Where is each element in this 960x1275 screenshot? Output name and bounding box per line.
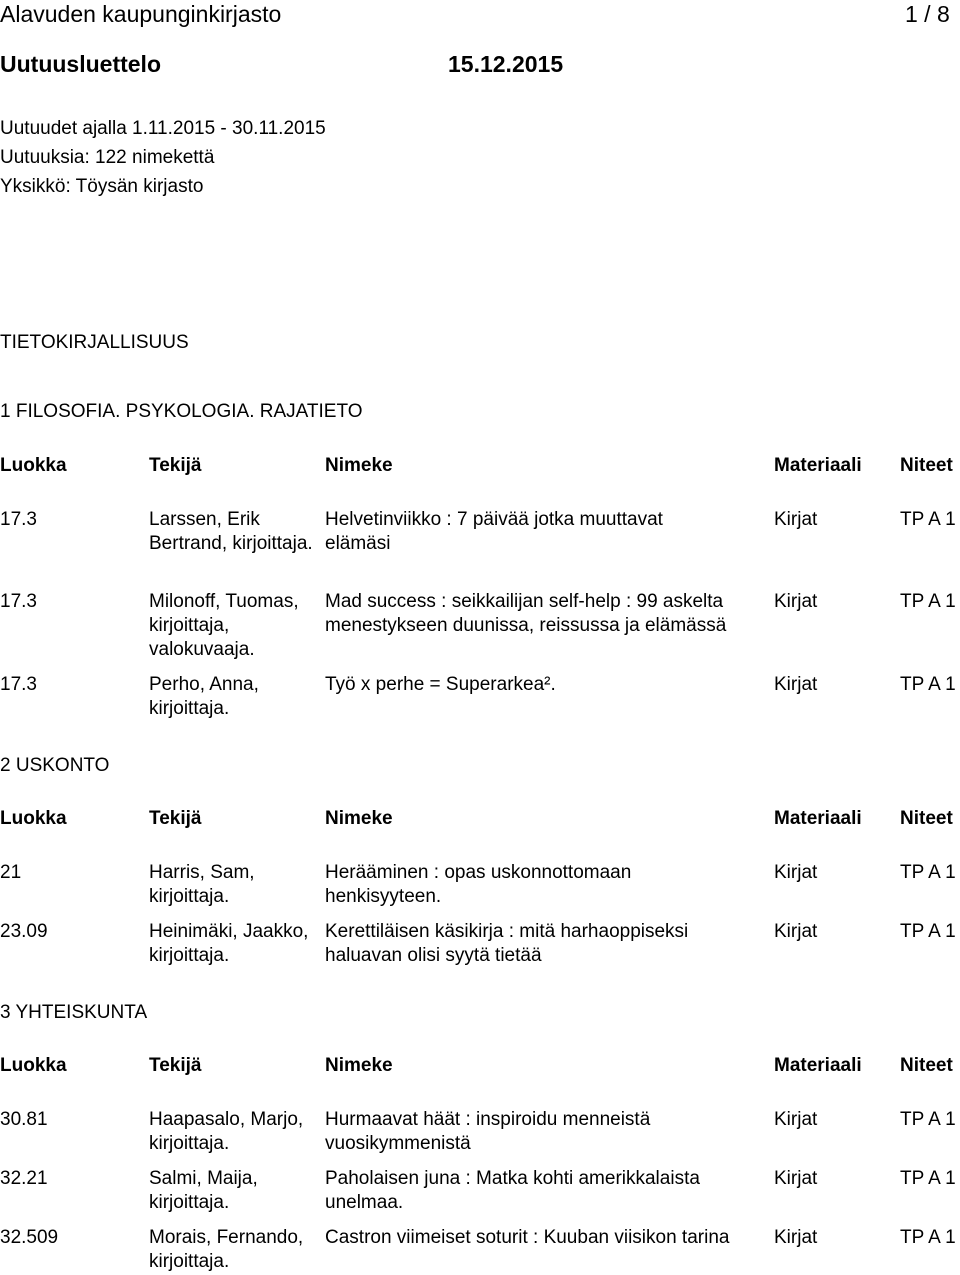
column-header-luokka: Luokka [0,808,67,829]
library-name: Alavuden kaupunginkirjasto [0,1,282,27]
cell-materiaali: Kirjat [774,1227,818,1248]
cell-luokka: 21 [0,862,22,883]
list-date: 15.12.2015 [448,51,564,77]
cell-luokka: 17.3 [0,509,37,530]
cell-materiaali: Kirjat [774,862,818,883]
cell-luokka: 23.09 [0,921,48,942]
cell-niteet: TP A 1 [900,921,956,942]
cell-niteet: TP A 1 [900,1227,956,1248]
cell-niteet: TP A 1 [900,1109,956,1130]
cell-nimeke: Mad success : seikkailijan self-help : 99 askelta menestykseen duunissa, reissussa ja elämässä [325,591,727,636]
column-header-niteet: Niteet [900,808,953,829]
column-header-materiaali: Materiaali [774,808,862,829]
cell-materiaali: Kirjat [774,1168,818,1189]
cell-materiaali: Kirjat [774,591,818,612]
cell-niteet: TP A 1 [900,674,956,695]
section-title: 1 FILOSOFIA. PSYKOLOGIA. RAJATIETO [0,401,363,422]
cell-luokka: 32.21 [0,1168,48,1189]
cell-nimeke: Työ x perhe = Superarkea². [325,674,556,695]
cell-nimeke: Paholaisen juna : Matka kohti amerikkalaista unelmaa. [325,1168,700,1213]
list-title: Uutuusluettelo [0,51,161,77]
cell-materiaali: Kirjat [774,509,818,530]
cell-tekija: Haapasalo, Marjo, kirjoittaja. [149,1109,304,1154]
column-header-nimeke: Nimeke [325,1055,393,1076]
cell-niteet: TP A 1 [900,862,956,883]
cell-materiaali: Kirjat [774,1109,818,1130]
section-title: 2 USKONTO [0,755,110,776]
column-header-luokka: Luokka [0,455,67,476]
column-header-niteet: Niteet [900,455,953,476]
cell-nimeke: Kerettiläisen käsikirja : mitä harhaoppiseksi haluavan olisi syytä tietää [325,921,689,966]
column-header-nimeke: Nimeke [325,455,393,476]
column-header-nimeke: Nimeke [325,808,393,829]
cell-tekija: Salmi, Maija, kirjoittaja. [149,1168,258,1213]
cell-nimeke: Hurmaavat häät : inspiroidu menneistä vuosikymmenistä [325,1109,651,1154]
cell-niteet: TP A 1 [900,591,956,612]
cell-tekija: Heinimäki, Jaakko, kirjoittaja. [149,921,309,966]
column-header-niteet: Niteet [900,1055,953,1076]
cell-nimeke: Castron viimeiset soturit : Kuuban viisikon tarina [325,1227,730,1248]
page-indicator: 1 / 8 [905,1,950,27]
cell-luokka: 30.81 [0,1109,48,1130]
column-header-luokka: Luokka [0,1055,67,1076]
cell-tekija: Larssen, Erik Bertrand, kirjoittaja. [149,509,313,554]
cell-tekija: Perho, Anna, kirjoittaja. [149,674,259,719]
cell-nimeke: Helvetinviikko : 7 päivää jotka muuttavat elämäsi [325,509,663,554]
cell-niteet: TP A 1 [900,509,956,530]
main-category: TIETOKIRJALLISUUS [0,332,189,353]
cell-tekija: Milonoff, Tuomas, kirjoittaja, valokuvaaja. [149,591,299,660]
cell-tekija: Morais, Fernando, kirjoittaja. [149,1227,304,1272]
cell-niteet: TP A 1 [900,1168,956,1189]
info-count: Uutuuksia: 122 nimekettä [0,147,215,168]
cell-luokka: 17.3 [0,591,37,612]
cell-materiaali: Kirjat [774,921,818,942]
column-header-materiaali: Materiaali [774,1055,862,1076]
info-unit: Yksikkö: Töysän kirjasto [0,176,204,197]
section-title: 3 YHTEISKUNTA [0,1002,148,1023]
column-header-tekija: Tekijä [149,455,202,476]
cell-nimeke: Herääminen : opas uskonnottomaan henkisyyteen. [325,862,632,907]
cell-luokka: 17.3 [0,674,37,695]
column-header-tekija: Tekijä [149,808,202,829]
column-header-materiaali: Materiaali [774,455,862,476]
cell-luokka: 32.509 [0,1227,59,1248]
info-period: Uutuudet ajalla 1.11.2015 - 30.11.2015 [0,118,326,139]
cell-tekija: Harris, Sam, kirjoittaja. [149,862,255,907]
column-header-tekija: Tekijä [149,1055,202,1076]
cell-materiaali: Kirjat [774,674,818,695]
